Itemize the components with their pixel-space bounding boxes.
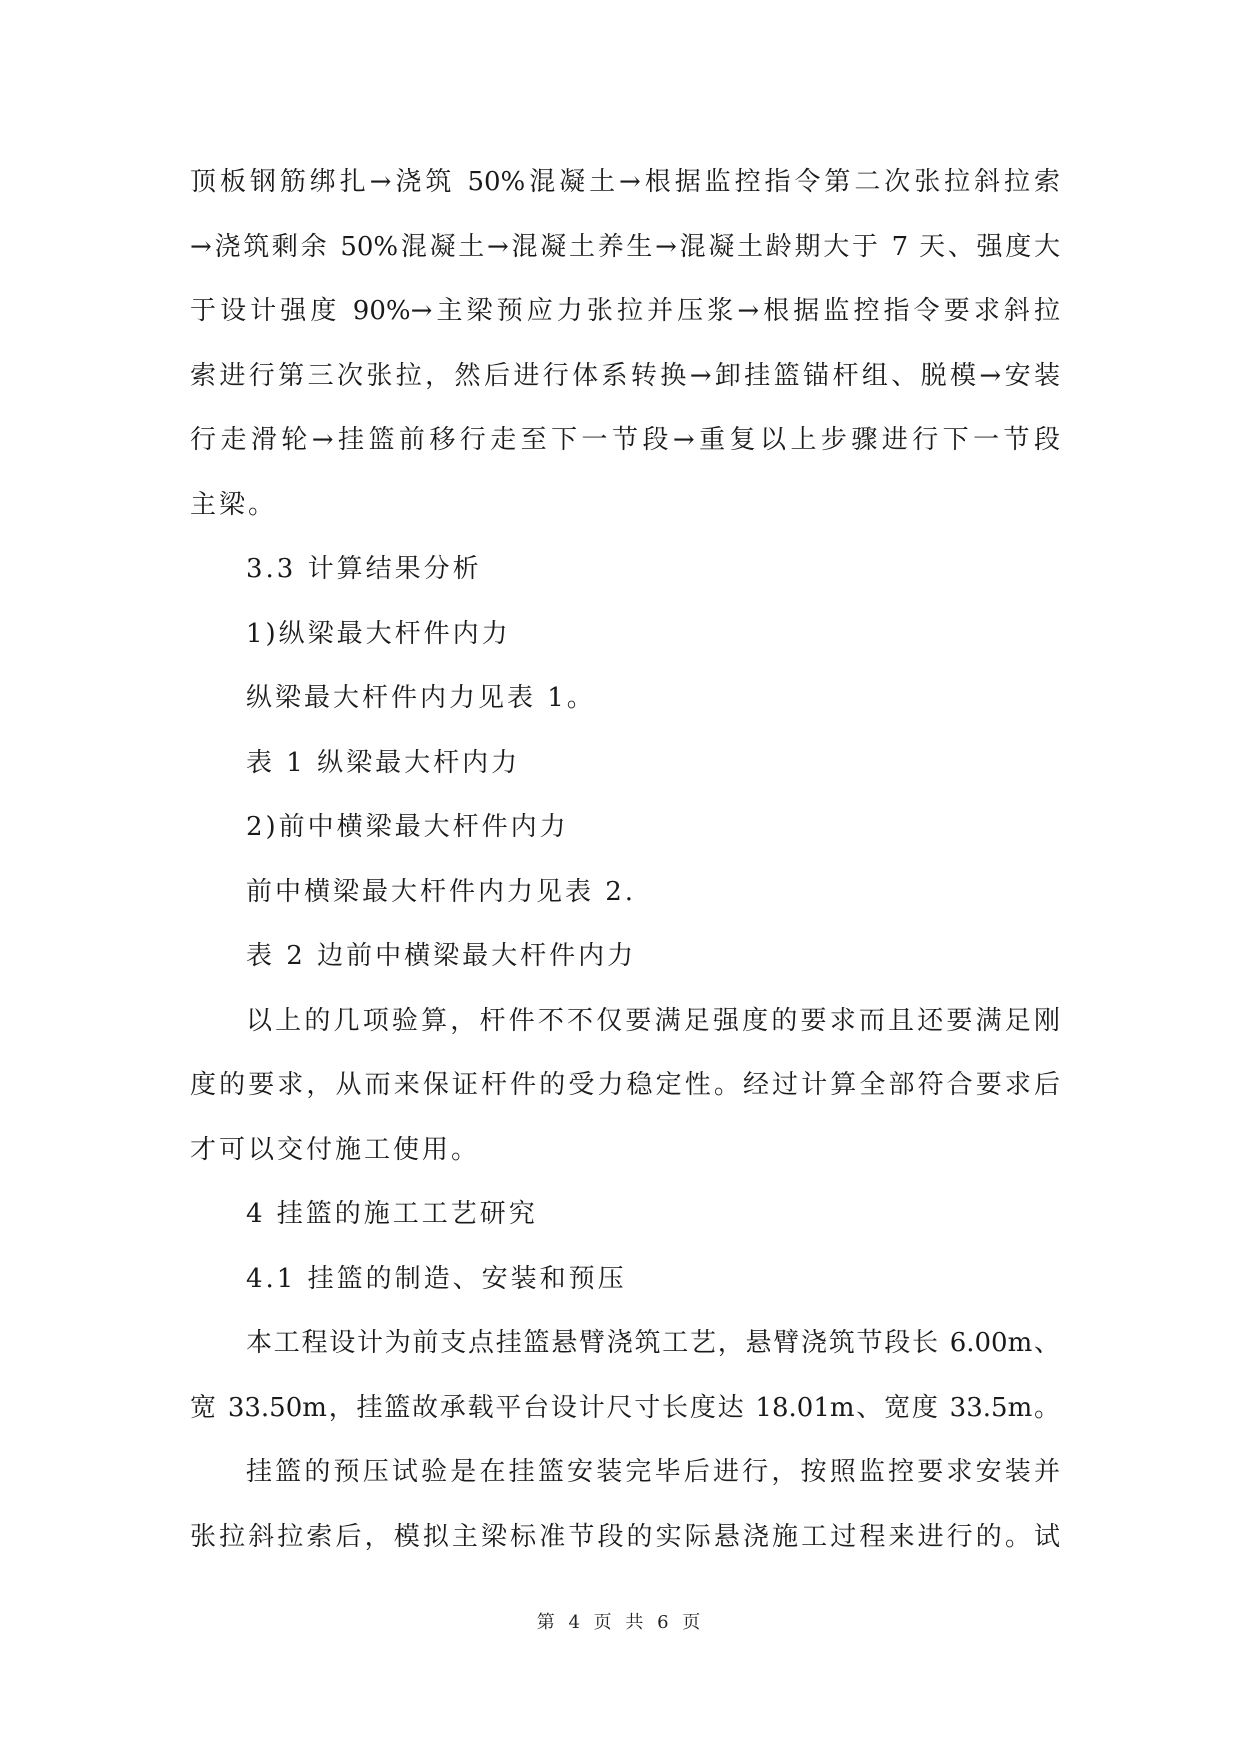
document-body [190, 150, 1060, 1569]
text-line: 前中横梁最大杆件内力见表 2. [246, 876, 637, 907]
section-heading: 4 挂篮的施工工艺研究 [246, 1199, 538, 1229]
section-heading: 3.3 计算结果分析 [246, 554, 482, 584]
text-line: →浇筑剩余 50%混凝土→混凝土养生→混凝土龄期大于 7 天、强度大 [190, 231, 1060, 262]
text-line: 宽 33.50m，挂篮故承载平台设计尺寸长度达 18.01m、宽度 33.5m。 [190, 1392, 1060, 1423]
text-line: 行走滑轮→挂篮前移行走至下一节段→重复以上步骤进行下一节段 [190, 425, 1060, 455]
subsection-heading: 2)前中横梁最大杆件内力 [246, 812, 569, 842]
text-line: 度的要求，从而来保证杆件的受力稳定性。经过计算全部符合要求后 [190, 1070, 1060, 1100]
table-caption: 表 1 纵梁最大杆内力 [246, 747, 521, 778]
text-line: 纵梁最大杆件内力见表 1。 [246, 683, 596, 713]
text-line: 挂篮的预压试验是在挂篮安装完毕后进行，按照监控要求安装并 [246, 1457, 1060, 1487]
text-line: 才可以交付施工使用。 [190, 1134, 481, 1165]
text-line: 顶板钢筋绑扎→浇筑 50%混凝土→根据监控指令第二次张拉斜拉索 [190, 167, 1060, 197]
table-caption: 表 2 边前中横梁最大杆件内力 [246, 941, 637, 971]
text-line: 张拉斜拉索后，模拟主梁标准节段的实际悬浇施工过程来进行的。试 [190, 1521, 1060, 1552]
text-line: 主梁。 [190, 489, 278, 520]
text-line: 本工程设计为前支点挂篮悬臂浇筑工艺，悬臂浇筑节段长 6.00m、 [246, 1328, 1060, 1358]
section-heading: 4.1 挂篮的制造、安装和预压 [246, 1263, 627, 1294]
text-line: 于设计强度 90%→主梁预应力张拉并压浆→根据监控指令要求斜拉 [190, 296, 1060, 326]
text-line: 以上的几项验算，杆件不不仅要满足强度的要求而且还要满足刚 [246, 1005, 1060, 1036]
subsection-heading: 1)纵梁最大杆件内力 [246, 618, 511, 649]
text-line: 索进行第三次张拉，然后进行体系转换→卸挂篮锚杆组、脱模→安装 [190, 360, 1060, 391]
page-number: 第 4 页 共 6 页 [536, 1612, 705, 1633]
